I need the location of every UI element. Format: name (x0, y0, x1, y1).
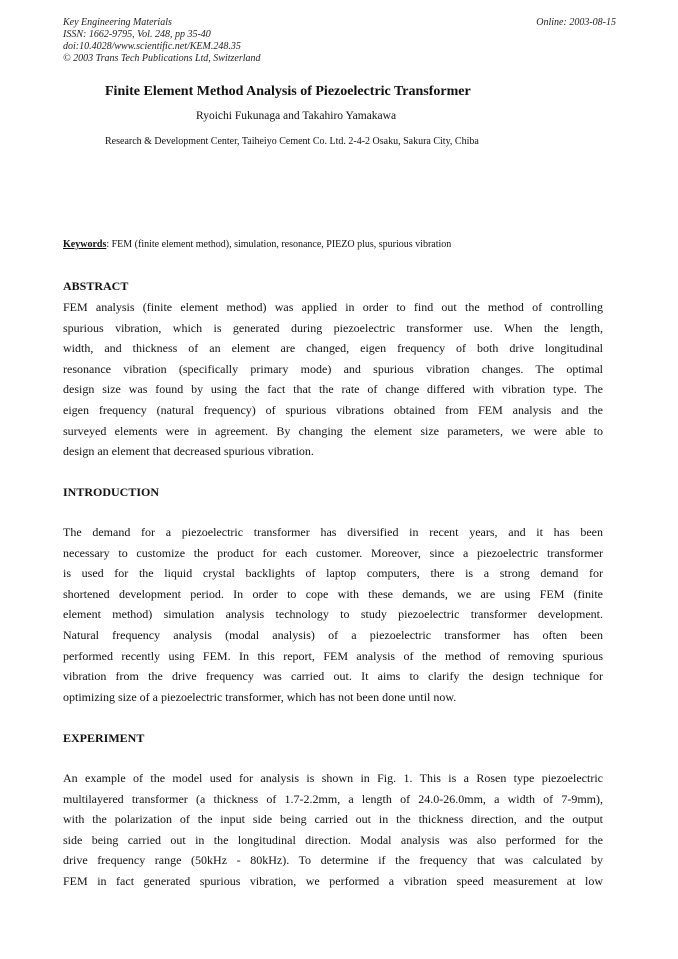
introduction-line: shortened development period. In order to cope with these demands, we are using FEM (finite (63, 586, 603, 601)
abstract-body (63, 297, 603, 462)
doi-line: doi:10.4028/www.scientific.net/KEM.248.35 (63, 41, 241, 52)
paper-affiliation: Research & Development Center, Taiheiyo Cement Co. Ltd. 2-4-2 Osaku, Sakura City, Chiba (105, 136, 479, 147)
issn-line: ISSN: 1662-9795, Vol. 248, pp 35-40 (63, 29, 211, 40)
experiment-line: multilayered transformer (a thickness of 1.7-2.2mm, a length of 24.0-26.0mm, a width of 7-9mm), (63, 791, 603, 806)
introduction-body (63, 522, 603, 707)
keywords-line (63, 239, 623, 250)
introduction-line: is used for the liquid crystal backlights of laptop computers, there is a strong demand for (63, 566, 603, 581)
introduction-line: The demand for a piezoelectric transformer has diversified in recent years, and it has been (63, 525, 603, 539)
experiment-line: with the polarization of the input side being carried out in the thickness direction, and the output (63, 812, 603, 827)
experiment-line: FEM in fact generated spurious vibration, we performed a vibration speed measurement at low (63, 873, 603, 888)
abstract-line: width, and thickness of an element are changed, eigen frequency of both drive longitudinal (63, 341, 603, 356)
copyright-line: © 2003 Trans Tech Publications Ltd, Switzerland (63, 53, 261, 64)
experiment-line: drive frequency range (50kHz - 80kHz). To determine if the frequency that was calculated by (63, 853, 603, 868)
introduction-heading: INTRODUCTION (63, 485, 160, 499)
abstract-line: eigen frequency (natural frequency) of spurious vibrations obtained from FEM analysis and the (63, 402, 603, 417)
paper-title: Finite Element Method Analysis of Piezoelectric Transformer (105, 84, 471, 99)
introduction-line: vibration from the drive frequency was carried out. It aims to clarify the design technique for (63, 669, 603, 684)
abstract-line: resonance vibration (specifically primary mode) and spurious vibration changes. The optimal (63, 361, 603, 376)
abstract-line: spurious vibration, which is generated during piezoelectric transformer use. When the length, (63, 320, 603, 335)
introduction-line: necessary to customize the product for each customer. Moreover, since a piezoelectric transformer (63, 545, 603, 560)
experiment-line: An example of the model used for analysis is shown in Fig. 1. This is a Rosen type piezoelectric (63, 771, 603, 785)
introduction-line: Natural frequency analysis (modal analysis) of a piezoelectric transformer has often been (63, 627, 603, 642)
keywords-text: : FEM (finite element method), simulation, resonance, PIEZO plus, spurious vibration (106, 239, 452, 250)
abstract-heading: ABSTRACT (63, 279, 129, 293)
online-date: Online: 2003-08-15 (536, 17, 616, 28)
experiment-body (63, 768, 603, 892)
experiment-line: side being carried out in the longitudinal direction. Modal analysis was also performed for the (63, 832, 603, 847)
journal-header (63, 17, 616, 65)
journal-name: Key Engineering Materials (63, 17, 172, 28)
introduction-line: optimizing size of a piezoelectric transformer, which has not been done until now. (63, 689, 457, 704)
introduction-line: performed recently using FEM. In this report, FEM analysis of the method of removing spurious (63, 648, 603, 663)
abstract-line: design size was found by using the fact that the rate of change differed with vibration type. The (63, 382, 603, 397)
abstract-line: FEM analysis (finite element method) was applied in order to find out the method of controlling (63, 300, 603, 314)
paper-authors: Ryoichi Fukunaga and Takahiro Yamakawa (196, 110, 397, 122)
abstract-line: design an element that decreased spurious vibration. (63, 444, 314, 459)
abstract-line: surveyed elements were in agreement. By changing the element size parameters, we were able to (63, 423, 603, 438)
experiment-heading: EXPERIMENT (63, 731, 145, 745)
introduction-line: element method) simulation analysis technology to study piezoelectric transformer development. (63, 607, 603, 622)
keywords-label: Keywords (63, 239, 107, 250)
